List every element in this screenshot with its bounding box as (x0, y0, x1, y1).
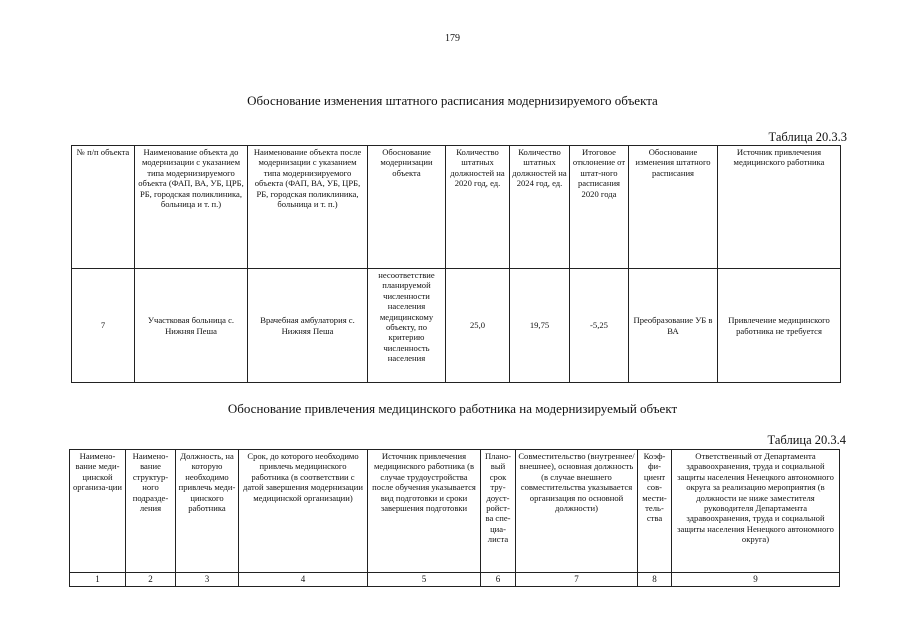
column-number: 3 (176, 573, 239, 587)
header-worker-source: Источник привлечения медицинского работника (718, 146, 841, 269)
header-positions-2024: Количество штатных должностей на 2024 год, ед. (510, 146, 570, 269)
table-label-20-3-4: Таблица 20.3.4 (767, 433, 846, 447)
header-recruitment-source: Источник привлечения медицинского работника (в случае трудоустройства после обучения указывается вид подготовки и сроки завершения подготовки (368, 450, 481, 573)
column-number: 8 (638, 573, 672, 587)
cell-positions-2024: 19,75 (510, 269, 570, 383)
cell-modernization-basis: несоответствие планируемой численности населения медицинскому объекту, по критерию численность населения (368, 269, 446, 383)
header-staffing-change-basis: Обоснование изменения штатного расписания (629, 146, 718, 269)
table-header-row (70, 450, 840, 573)
header-modernization-basis: Обоснование модернизации объекта (368, 146, 446, 269)
header-planned-employment-date: Плано-вый срок тру-доуст-ройст-ва спе-циа-листа (481, 450, 516, 573)
column-number-row (70, 573, 840, 587)
section-heading-recruitment: Обоснование привлечения медицинского работника на модернизируемый объект (227, 401, 678, 416)
cell-object-number: 7 (72, 269, 135, 383)
table-label-20-3-3: Таблица 20.3.3 (768, 130, 847, 144)
header-part-time: Совместительство (внутреннее/внешнее), основная должность (в случае внешнего совместительства указывается организация по основной должности) (516, 450, 638, 573)
table-header-row (72, 146, 841, 269)
header-object-number: № п/п объекта (72, 146, 135, 269)
header-deadline: Срок, до которого необходимо привлечь медицинского работника (в соответствии с датой завершения модернизации медицинской организации) (239, 450, 368, 573)
header-responsible-person: Ответственный от Департамента здравоохранения, труда и социальной защиты населения Ненецкого автономного округа за реализацию мероприятия (в должности не ниже заместителя руководителя Департамента здравоохранения, труда и социальной защиты населения Ненецкого автономного округа) (672, 450, 840, 573)
section-heading-staffing: Обоснование изменения штатного расписания модернизируемого объекта (247, 93, 658, 108)
header-position: Должность, на которую необходимо привлечь меди-цинского работника (176, 450, 239, 573)
column-number: 5 (368, 573, 481, 587)
column-number: 1 (70, 573, 126, 587)
header-part-time-coefficient: Коэф-фи-циент сов-мести-тель-ства (638, 450, 672, 573)
column-number: 9 (672, 573, 840, 587)
cell-total-deviation: -5,25 (570, 269, 629, 383)
page-number: 179 (445, 33, 460, 44)
header-department-name: Наимено-вание структур-ного подразде-ления (126, 450, 176, 573)
header-object-after: Наименование объекта после модернизации с указанием типа модернизируемого объекта (ФАП, ВА, УБ, ЦРБ, РБ, городская поликлиника, больница и т. п.) (248, 146, 368, 269)
header-organization-name: Наимено-вание меди-цинской организа-ции (70, 450, 126, 573)
cell-positions-2020: 25,0 (446, 269, 510, 383)
column-number: 4 (239, 573, 368, 587)
staffing-change-table (71, 145, 841, 383)
table-row (72, 269, 841, 383)
cell-object-after: Врачебная амбулатория с. Нижняя Пеша (248, 269, 368, 383)
header-object-before: Наименование объекта до модернизации с указанием типа модернизируемого объекта (ФАП, ВА, УБ, ЦРБ, РБ, городская поликлиника, больница и т. п.) (135, 146, 248, 269)
column-number: 2 (126, 573, 176, 587)
cell-staffing-change-basis: Преобразование УБ в ВА (629, 269, 718, 383)
header-total-deviation: Итоговое отклонение от штат-ного расписания 2020 года (570, 146, 629, 269)
recruitment-table (69, 449, 840, 587)
column-number: 6 (481, 573, 516, 587)
cell-object-before: Участковая больница с. Нижняя Пеша (135, 269, 248, 383)
cell-worker-source: Привлечение медицинского работника не требуется (718, 269, 841, 383)
column-number: 7 (516, 573, 638, 587)
header-positions-2020: Количество штатных должностей на 2020 год, ед. (446, 146, 510, 269)
